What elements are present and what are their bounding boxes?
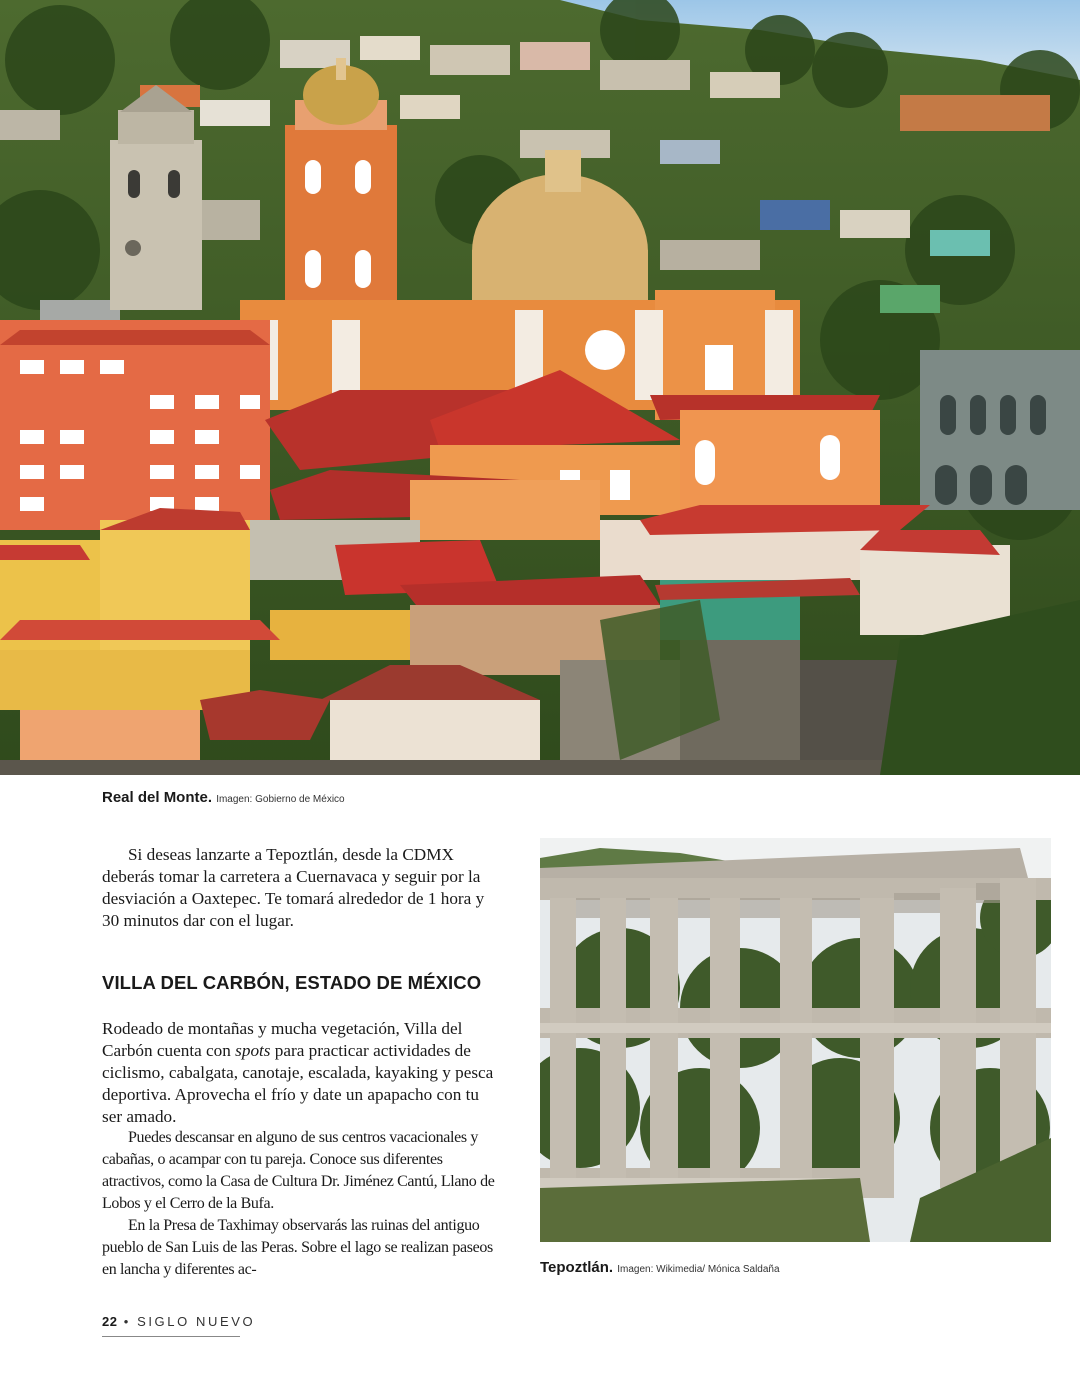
section-paragraphs-continued (102, 1127, 497, 1281)
p1-text-after: para practicar actividades de ciclismo, cabalgata, canotaje, escalada, kayaking y pesca deportiva. Aprovecha el frío y date un apapacho con tu ser amado. (102, 1041, 494, 1126)
section-heading: VILLA DEL CARBÓN, ESTADO DE MÉXICO (102, 972, 482, 993)
magazine-name: SIGLO NUEVO (137, 1314, 256, 1329)
section-paragraph-1 (102, 1018, 497, 1128)
footer-rule (102, 1336, 240, 1337)
intro-column (102, 844, 497, 932)
aqueduct-illustration (540, 838, 1051, 1242)
section-paragraph-2: Puedes descansar en alguno de sus centros vacacionales y cabañas, o acampar con tu pareja. Conoce sus diferentes atractivos, como la Casa de Cultura Dr. Jiménez Cantú, Llano de Lobos y el Cerro de la Bufa. (102, 1129, 495, 1212)
footer-separator: • (123, 1314, 131, 1329)
section-paragraph-3: En la Presa de Taxhimay observarás las ruinas del antiguo pueblo de San Luis de las Peras. Sobre el lago se realizan paseos en lancha y diferentes ac- (102, 1217, 493, 1278)
aqueduct-caption (540, 1259, 780, 1276)
page-footer (102, 1314, 255, 1329)
hero-caption-title: Real del Monte. (102, 789, 213, 806)
aqueduct-caption-credit: Imagen: Wikimedia/ Mónica Saldaña (617, 1264, 780, 1275)
hero-caption (102, 789, 345, 806)
hero-caption-credit: Imagen: Gobierno de México (216, 794, 345, 805)
p1-emphasis: spots (235, 1041, 271, 1060)
aqueduct-photo (540, 838, 1051, 1242)
p1-text-before: Rodeado de montañas y mucha vegetación, Villa del Carbón cuenta con (102, 1019, 463, 1060)
intro-paragraph: Si deseas lanzarte a Tepoztlán, desde la CDMX deberás tomar la carretera a Cuernavaca y seguir por la desviación a Oaxtepec. Te tomará alrededor de 1 hora y 30 minutos dar con el lugar. (102, 845, 485, 930)
aqueduct-caption-title: Tepoztlán. (540, 1259, 614, 1276)
page-number: 22 (102, 1314, 118, 1329)
